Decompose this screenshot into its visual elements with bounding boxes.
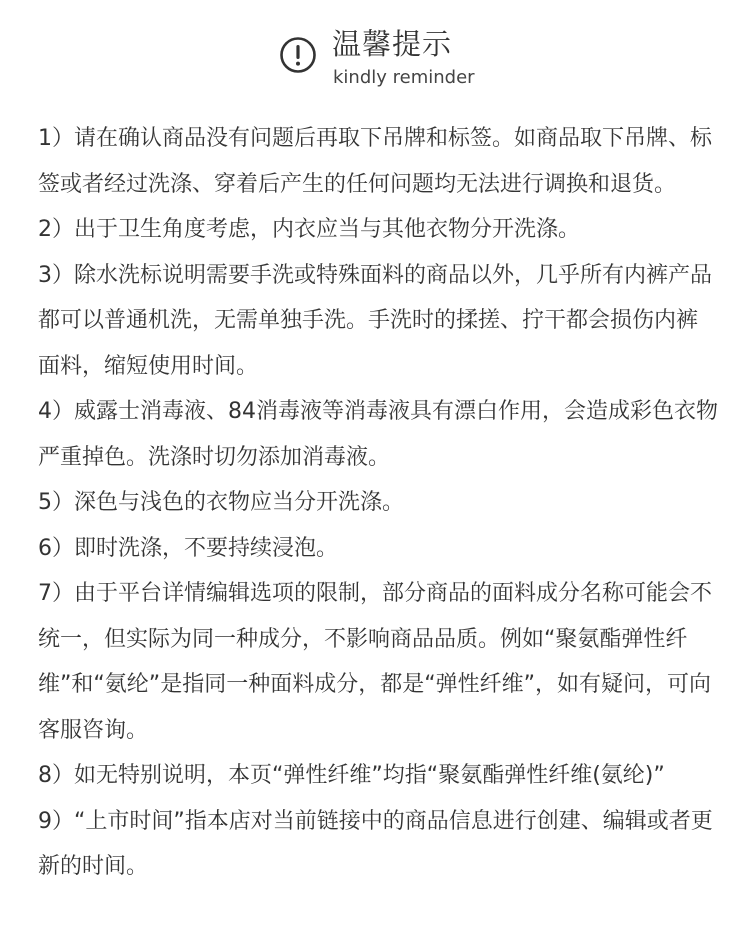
reminder-item-5: 5）深色与浅色的衣物应当分开洗涤。 [38,490,404,515]
reminder-item-7: 7）由于平台详情编辑选项的限制，部分商品的面料成分名称可能会不统一，但实际为同一种成分，不影响商品品质。例如“聚氨酯弹性纤维”和“氨纶”是指同一种面料成分，都是“弹性纤维”，如有疑问，可向客服咨询。 [38,581,712,743]
reminder-item-3: 3）除水洗标说明需要手洗或特殊面料的商品以外，几乎所有内裤产品都可以普通机洗，无需单独手洗。手洗时的揉搓、拧干都会损伤内裤面料，缩短使用时间。 [38,262,712,379]
reminder-item-8: 8）如无特别说明，本页“弹性纤维”均指“聚氨酯弹性纤维(氨纶)” [38,763,665,788]
reminder-item-4: 4）威露士消毒液、84消毒液等消毒液具有漂白作用，会造成彩色衣物严重掉色。洗涤时切勿添加消毒液。 [38,399,718,470]
reminder-item-9: 9）“上市时间”指本店对当前链接中的商品信息进行创建、编辑或者更新的时间。 [38,808,713,879]
title-english: kindly reminder [333,67,475,88]
exclamation-circle-icon [279,36,317,74]
reminder-header [0,22,750,92]
reminder-list [38,116,718,890]
reminder-item-6: 6）即时洗涤，不要持续浸泡。 [38,535,338,561]
title-chinese: 温馨提示 [332,27,453,61]
reminder-item-1: 1）请在确认商品没有问题后再取下吊牌和标签。如商品取下吊牌、标签或者经过洗涤、穿着后产生的任何问题均无法进行调换和退货。 [38,126,712,197]
reminder-item-2: 2）出于卫生角度考虑，内衣应当与其他衣物分开洗涤。 [38,217,580,242]
